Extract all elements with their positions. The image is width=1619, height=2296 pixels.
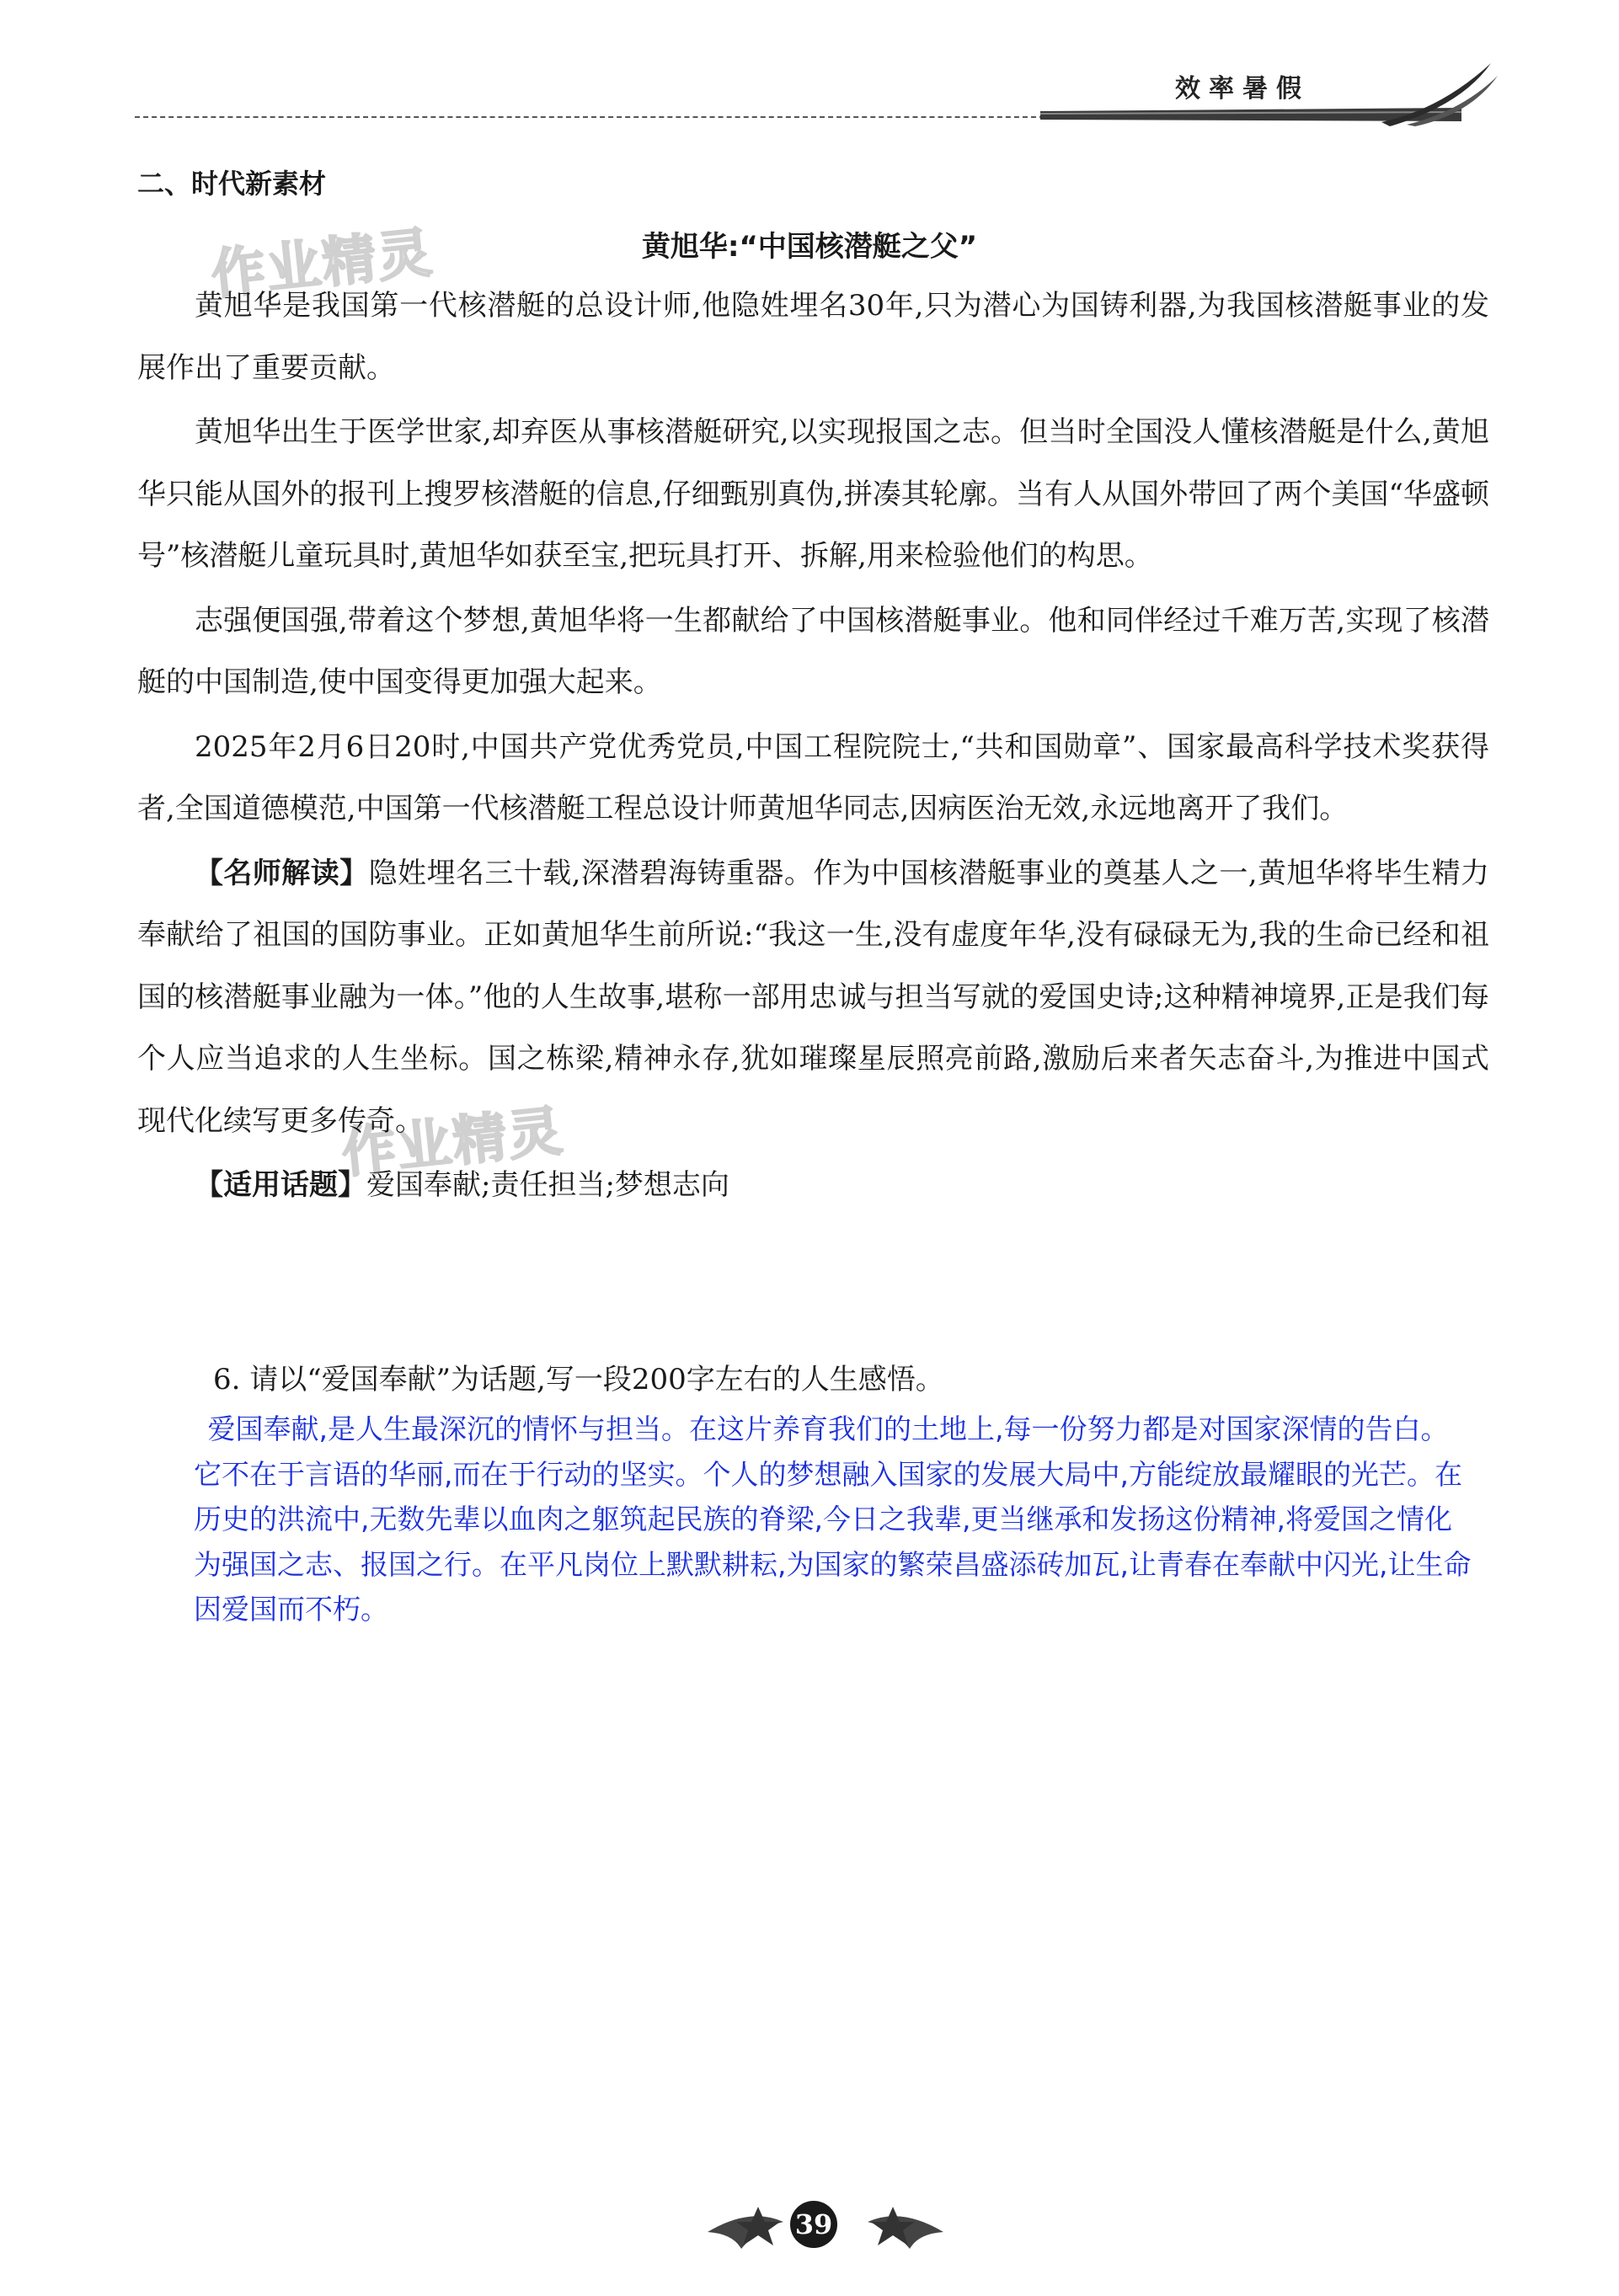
question-prompt: 6. 请以“爱国奉献”为话题,写一段200字左右的人生感悟。 bbox=[213, 1363, 944, 1396]
commentary-text: 隐姓埋名三十载,深潜碧海铸重器。作为中国核潜艇事业的奠基人之一,黄旭华将毕生精力奉献给了祖国的国防事业。正如黄旭华生前所说:“我这一生,没有虚度年华,没有碌碌无为,我的生命已经和祖国的核潜艇事业融为一体。”他的人生故事,堪称一部用忠诚与担当写就的爱国史诗;这种精神境界,正是我们每个人应当追求的人生坐标。国之栋梁,精神永存,犹如璀璨星辰照亮前路,激励后来者矢志奋斗,为推进中国式现代化续写更多传奇。 bbox=[137, 856, 1489, 1138]
article-paragraph: 黄旭华是我国第一代核潜艇的总设计师,他隐姓埋名30年,只为潜心为国铸利器,为我国核潜艇事业的发展作出了重要贡献。 bbox=[137, 289, 1489, 385]
page-number: 39 bbox=[790, 2201, 837, 2248]
header-dashed-rule bbox=[135, 116, 1045, 118]
topics-label: 【适用话题】 bbox=[195, 1168, 366, 1202]
header-swoosh-ornament bbox=[1381, 59, 1499, 126]
article-paragraph: 志强便国强,带着这个梦想,黄旭华将一生都献给了中国核潜艇事业。他和同伴经过千难万苦,实现了核潜艇的中国制造,使中国变得更加强大起来。 bbox=[137, 603, 1489, 699]
article-paragraph: 2025年2月6日20时,中国共产党优秀党员,中国工程院院士,“共和国勋章”、国家最高科学技术奖获得者,全国道德模范,中国第一代核潜艇工程总设计师黄旭华同志,因病医治无效,永远地离开了我们。 bbox=[137, 729, 1489, 825]
header-title: 效率暑假 bbox=[1175, 74, 1310, 104]
topics-paragraph bbox=[137, 1155, 1489, 1217]
topics-text: 爱国奉献;责任担当;梦想志向 bbox=[366, 1168, 729, 1202]
article-title: 黄旭华:“中国核潜艇之父” bbox=[641, 230, 978, 264]
commentary-label: 【名师解读】 bbox=[195, 856, 369, 890]
article-paragraph: 黄旭华出生于医学世家,却弃医从事核潜艇研究,以实现报国之志。但当时全国没人懂核潜艇是什么,黄旭华只能从国外的报刊上搜罗核潜艇的信息,仔细甄别真伪,拼凑其轮廓。当有人从国外带回了两个美国“华盛顿号”核潜艇儿童玩具时,黄旭华如获至宝,把玩具打开、拆解,用来检验他们的构思。 bbox=[137, 415, 1489, 573]
answer-text: 爱国奉献,是人生最深沉的情怀与担当。在这片养育我们的土地上,每一份努力都是对国家深情的告白。它不在于言语的华丽,而在于行动的坚实。个人的梦想融入国家的发展大局中,方能绽放最耀眼的光芒。在历史的洪流中,无数先辈以血肉之躯筑起民族的脊梁,今日之我辈,更当继承和发扬这份精神,将爱国之情化为强国之志、报国之行。在平凡岗位上默默耕耘,为国家的繁荣昌盛添砖加瓦,让青春在奉献中闪光,让生命因爱国而不朽。 bbox=[194, 1412, 1472, 1626]
section-title: 二、时代新素材 bbox=[137, 168, 327, 200]
commentary-paragraph bbox=[137, 843, 1489, 1153]
article-body bbox=[137, 275, 1489, 1220]
watermark-middle: 作业精灵 bbox=[339, 1100, 567, 1186]
watermark-top: 作业精灵 bbox=[208, 222, 436, 307]
